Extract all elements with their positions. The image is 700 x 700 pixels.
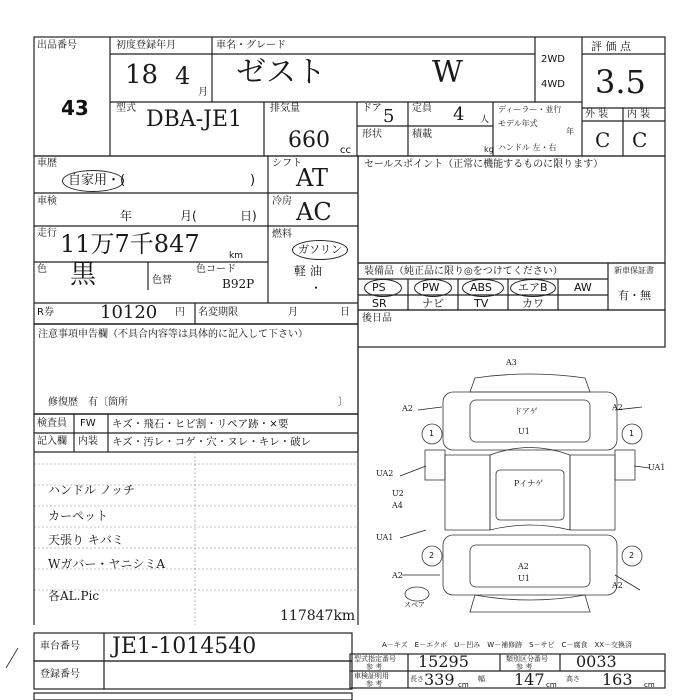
diag-label-a2-rear-right: A2 xyxy=(612,581,623,590)
km-unit: km xyxy=(229,251,243,261)
color-label: 色 xyxy=(37,264,47,275)
color-change-label: 色替 xyxy=(152,275,172,286)
inspection-year: 年 xyxy=(120,209,133,223)
tire-fl: 1 xyxy=(429,429,435,438)
diag-label-a2-front: A2 xyxy=(402,404,413,413)
dealer-label: ディーラー・並行 xyxy=(498,105,562,114)
note-line-2: カーペット xyxy=(48,509,109,523)
length-label: 長さ xyxy=(410,675,424,683)
year-unit: 年 xyxy=(566,127,574,136)
note-line-4: Wガバー・ヤニシミA xyxy=(48,557,166,571)
height-value: 163 xyxy=(602,670,633,689)
diag-label-ua2: UA2 xyxy=(376,469,394,478)
capacity-unit: 人 xyxy=(480,115,490,125)
width-value: 147 xyxy=(514,670,545,689)
load-label: 積載 xyxy=(412,129,432,140)
equip-pw: PW xyxy=(422,281,440,294)
diag-label-a2-right: A2 xyxy=(612,403,623,412)
diag-label-door: ドアゲ xyxy=(514,407,538,416)
drive-2wd: 2WD xyxy=(541,54,565,65)
displacement-label: 排気量 xyxy=(270,103,300,114)
color-code-label: 色コード xyxy=(196,264,236,275)
interior-grade: C xyxy=(632,128,648,152)
damage-legend: A－キズ E－エクボ U－凹み W－補修跡 S－サビ C－腐食 XX－交換済 xyxy=(382,641,633,649)
ac-value: AC xyxy=(296,198,332,226)
equipment-label: 装備品（純正品に限り◎をつけてください） xyxy=(364,266,563,277)
recycle-value: 10120 xyxy=(100,302,158,323)
model-year-label: モデル年式 xyxy=(498,119,538,128)
model-value: DBA-JE1 xyxy=(146,107,243,132)
warranty-label: 新車保証書 xyxy=(614,266,654,275)
handle-label: ハンドル 左・右 xyxy=(498,143,557,152)
tire-rl: 2 xyxy=(429,551,435,560)
diag-label-ua1-left: UA1 xyxy=(376,533,394,542)
notes-label: 注意事項申告欄（不具合内容等は具体的に記入して下さい） xyxy=(38,329,308,340)
drive-4wd: 4WD xyxy=(541,79,565,90)
type-no-label: 型式指定番号 xyxy=(354,655,396,663)
lot-label: 出品番号 xyxy=(37,40,77,51)
equip-tv: TV xyxy=(474,297,489,310)
car-name: ゼスト xyxy=(236,55,326,90)
sales-point-label: セールスポイント（正常に機能するものに限ります） xyxy=(364,159,604,170)
ps-circle xyxy=(364,279,402,297)
exterior-label: 外 装 xyxy=(585,109,609,120)
width-label: 幅 xyxy=(478,675,485,683)
fuel-diesel: 軽 油 xyxy=(294,264,322,278)
diag-label-a4: A4 xyxy=(392,501,403,510)
chassis-label: 車台番号 xyxy=(40,641,80,652)
ac-label: 冷房 xyxy=(272,196,292,207)
fuel-value: ガソリン xyxy=(298,243,342,256)
note-line-1: ハンドル ノッチ xyxy=(48,483,135,497)
interior-row-label: 内装 xyxy=(78,436,98,447)
repair-close: 〕 xyxy=(338,397,348,408)
fw-items: キズ・飛石・ヒビ割・リペア跡・×要 xyxy=(112,418,289,430)
history-value: 自家用・( xyxy=(68,173,126,188)
capacity-label: 定員 xyxy=(412,103,432,114)
color-code-value: B92P xyxy=(222,277,255,291)
height-label: 高さ xyxy=(566,675,580,683)
equip-leather: カワ xyxy=(522,297,544,310)
type-no-value: 15295 xyxy=(418,652,469,671)
kg-unit: kg xyxy=(484,145,494,154)
diag-label-u1: U1 xyxy=(518,427,530,436)
reg-cert-ref: 参 考 xyxy=(366,680,383,688)
mileage-label: 走行 xyxy=(37,228,57,239)
equip-ps: PS xyxy=(372,281,386,294)
width-unit: cm xyxy=(546,681,557,689)
first-reg-month: 4 xyxy=(175,62,191,90)
first-reg-year: 18 xyxy=(125,60,159,90)
repair-label: 修復歴 有〔箇所 xyxy=(48,397,128,408)
mileage-value: 11万7千847 xyxy=(60,230,200,258)
displacement-value: 660 xyxy=(288,128,330,153)
lot-number: 43 xyxy=(61,96,89,120)
equip-abs: ABS xyxy=(470,281,492,294)
yen-unit: 円 xyxy=(175,307,185,318)
length-value: 339 xyxy=(424,670,455,689)
diag-label-a3: A3 xyxy=(506,358,517,367)
equip-sr: SR xyxy=(372,297,387,310)
doors-label: ドア xyxy=(362,103,382,114)
length-unit: cm xyxy=(458,681,469,689)
type-no-ref: 参 考 xyxy=(366,663,383,671)
cc-unit: cc xyxy=(340,145,351,156)
history-close: ) xyxy=(250,173,256,188)
name-change-label: 名変期限 xyxy=(198,307,238,318)
recycle-label: R券 xyxy=(37,307,54,318)
airbag-circle xyxy=(510,279,556,297)
rating-label: 評 価 点 xyxy=(591,40,631,53)
month-unit: 月 xyxy=(198,87,208,98)
fuel-label: 燃料 xyxy=(272,229,292,240)
name-change-month: 月 xyxy=(288,307,298,318)
diag-label-u2: U2 xyxy=(392,489,404,498)
car-grade: W xyxy=(432,55,463,90)
equip-airbag: エアB xyxy=(518,281,548,294)
interior-label: 内 装 xyxy=(627,109,651,120)
rating-value: 3.5 xyxy=(595,63,646,101)
shift-label: シフト xyxy=(272,158,302,169)
tire-rr: 2 xyxy=(629,551,635,560)
equip-navi: ナビ xyxy=(422,297,444,310)
diag-label-u1-rear: U1 xyxy=(518,574,530,583)
first-reg-label: 初度登録年月 xyxy=(116,40,176,51)
fuel-dot: ・ xyxy=(310,281,323,295)
note-line-5: 各AL.Pic xyxy=(48,589,100,603)
class-no-label: 類別区分番号 xyxy=(506,655,548,663)
height-unit: cm xyxy=(644,681,655,689)
fw-label: FW xyxy=(80,418,96,429)
doors-value: 5 xyxy=(383,106,395,127)
mileage-note: 117847km xyxy=(280,608,356,624)
color-value: 黒 xyxy=(70,260,97,290)
inspection-day: 日) xyxy=(240,209,257,223)
history-label: 車歴 xyxy=(37,158,57,169)
note-line-3: 天張り キバミ xyxy=(48,533,124,547)
model-label: 型式 xyxy=(116,103,136,114)
record-label: 記入欄 xyxy=(37,436,67,447)
chassis-value: JE1-1014540 xyxy=(112,634,257,659)
tire-fr: 1 xyxy=(629,429,635,438)
car-name-label: 車名・グレード xyxy=(216,40,286,51)
capacity-value: 4 xyxy=(453,104,465,125)
inspection-month: 月( xyxy=(180,209,197,223)
warranty-value: 有・無 xyxy=(618,289,651,302)
shape-label: 形状 xyxy=(362,129,382,140)
reg-cert-label: 車検証明用 xyxy=(354,672,389,680)
rear-seat-label: 後日品 xyxy=(362,313,392,324)
spare-label: スペア xyxy=(404,601,425,609)
pw-circle xyxy=(414,279,452,297)
diag-label-a2-left: A2 xyxy=(392,571,403,580)
class-no-value: 0033 xyxy=(576,652,617,671)
name-change-day: 日 xyxy=(340,307,350,318)
diag-label-a2-rear: A2 xyxy=(518,562,529,571)
equip-aw: AW xyxy=(574,281,592,294)
inspection-label: 車検 xyxy=(37,196,57,207)
registration-label: 登録番号 xyxy=(40,669,80,680)
class-no-ref: 参 考 xyxy=(516,663,533,671)
abs-circle xyxy=(462,279,504,297)
shift-value: AT xyxy=(296,164,329,192)
exterior-grade: C xyxy=(595,128,611,152)
diag-label-ua1-right: UA1 xyxy=(648,463,666,472)
diag-label-pillar: Pイナゲ xyxy=(514,479,544,488)
inspector-label: 検査員 xyxy=(37,418,67,429)
interior-items: キズ・汚レ・コゲ・穴・ヌレ・キレ・破レ xyxy=(112,436,312,448)
